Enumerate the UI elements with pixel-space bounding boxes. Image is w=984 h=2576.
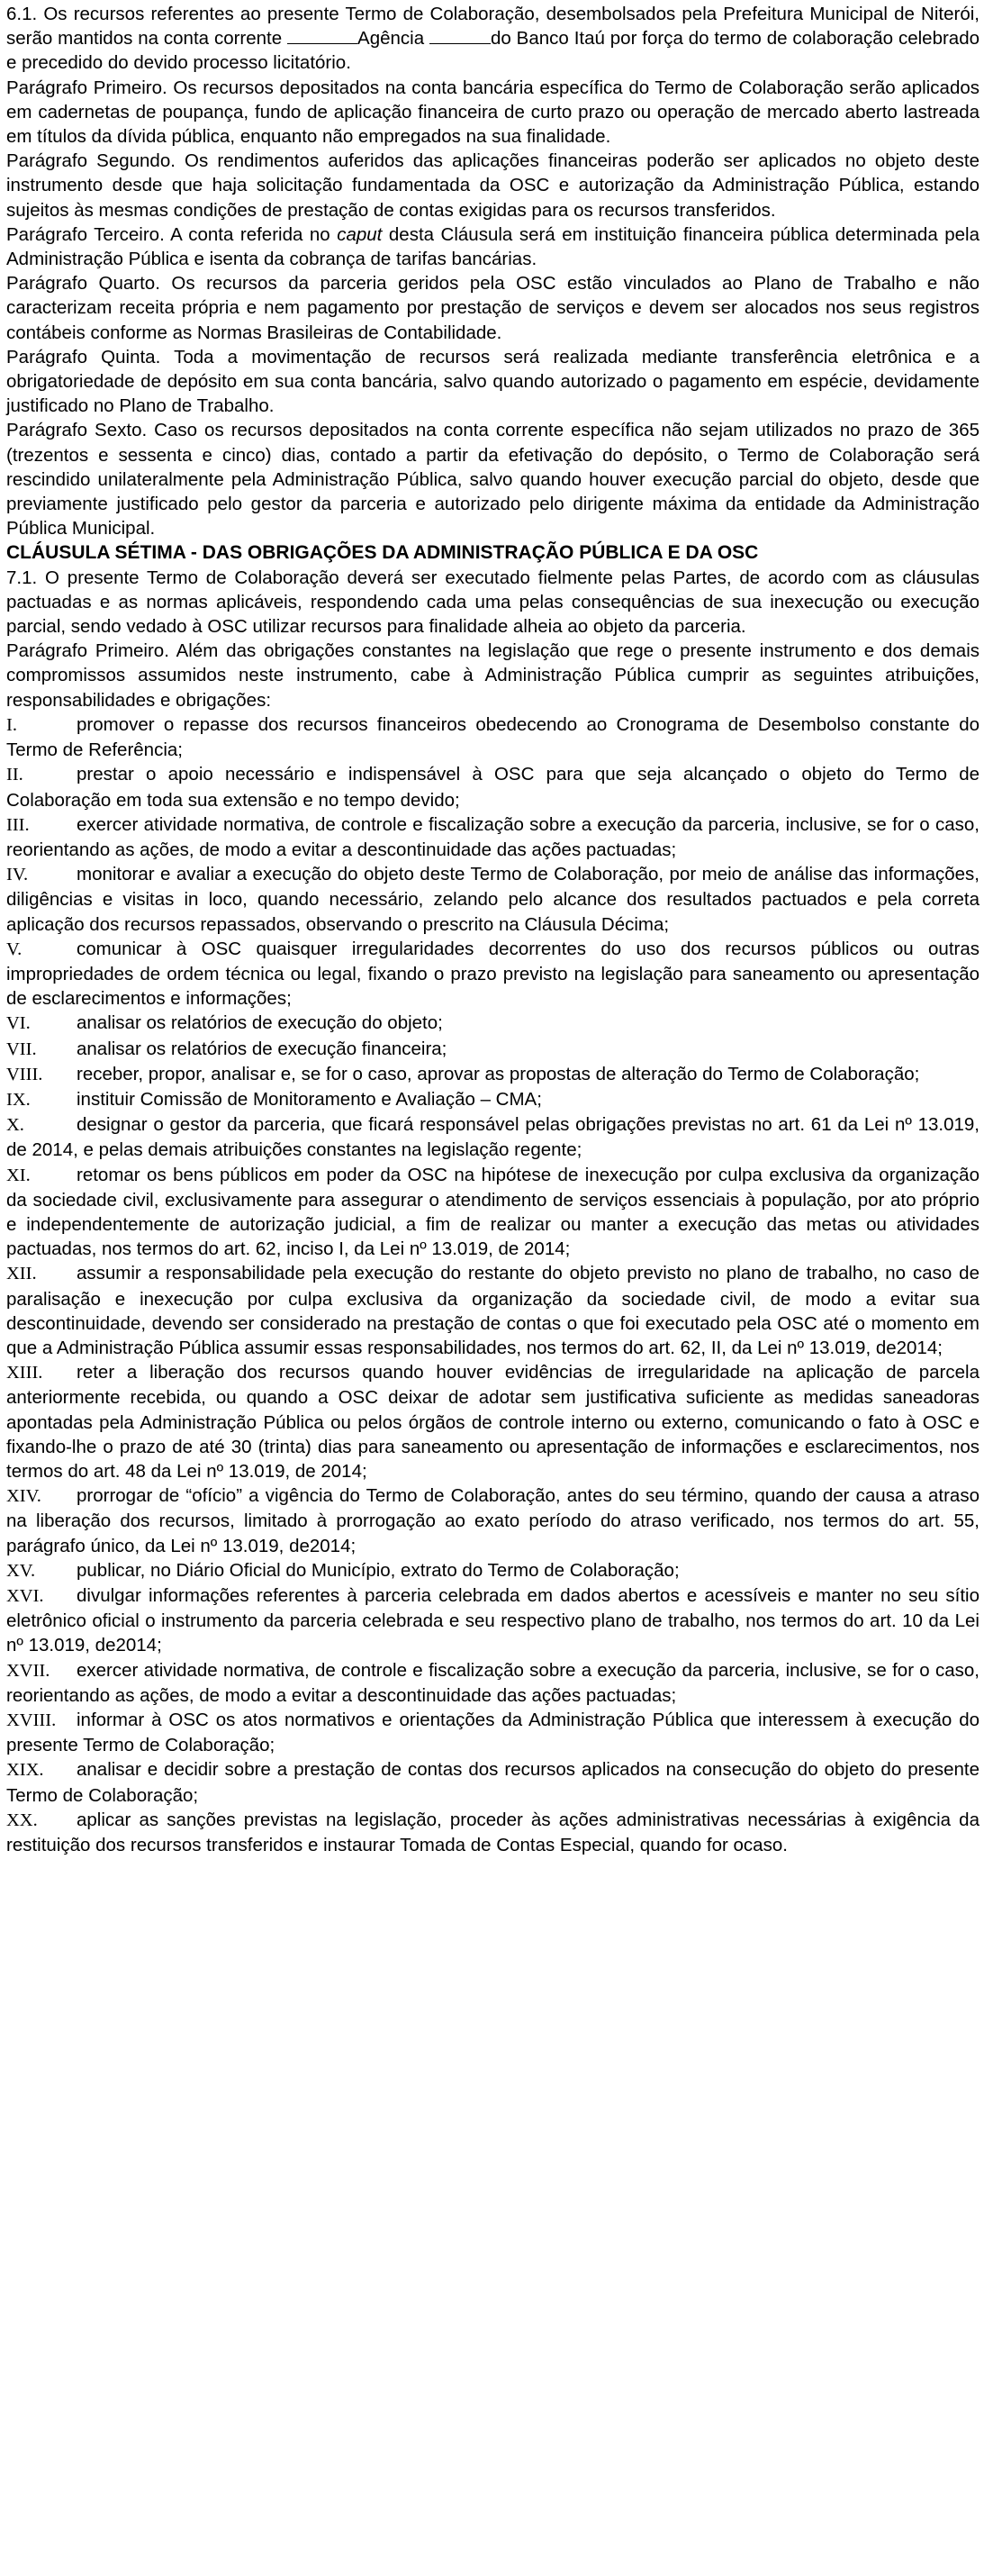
obligation-number: IX. <box>6 1089 31 1110</box>
obligation-text: aplicar as sanções previstas na legislação, proceder às ações administrativas necessárias à exigência da restituição dos recursos transferidos e instaurar Tomada de Contas Especial, quando for ocaso. <box>6 1809 979 1856</box>
obligation-text: comunicar à OSC quaisquer irregularidades decorrentes do uso dos recursos públicos ou outras impropriedades de ordem técnica ou legal, fixando o prazo previsto na legislação para saneamento ou apresentação de esclarecimentos e informações; <box>6 938 979 1010</box>
obligation-text: divulgar informações referentes à parceria celebrada em dados abertos e acessíveis e manter no seu sítio eletrônico oficial o instrumento da parceria celebrada e seu respectivo plano de trabalho, nos termos do art. 10 da Lei nº 13.019, de2014; <box>6 1585 979 1656</box>
obligation-text: analisar os relatórios de execução do objeto; <box>77 1012 443 1034</box>
obligation-text: informar à OSC os atos normativos e orientações da Administração Pública que interessem à execução do presente Termo de Colaboração; <box>6 1710 979 1756</box>
obligation-text: assumir a responsabilidade pela execução do restante do objeto previsto no plano de trabalho, no caso de paralisação e inexecução por culpa exclusiva da organização da sociedade civil, de modo a evitar sua descontinuidade, devendo ser considerado na prestação de contas o que foi executado pela OSC até o momento em que a Administração Pública assumir essas responsabilidades, nos termos do art. 62, II, da Lei nº 13.019, de2014; <box>6 1263 979 1358</box>
obligation-text: exercer atividade normativa, de controle e fiscalização sobre a execução da parceria, inclusive, se for o caso, reorientando as ações, de modo a evitar a descontinuidade das ações pactuadas; <box>6 813 979 860</box>
paragraph-6-third <box>6 222 979 271</box>
obligation-text: promover o repasse dos recursos financeiros obedecendo ao Cronograma de Desembolso constante do Termo de Referência; <box>6 713 979 761</box>
obligation-item <box>6 1558 979 1583</box>
obligation-number: V. <box>6 939 23 959</box>
paragraph-6-third-text-a: Parágrafo Terceiro. A conta referida no <box>6 223 338 245</box>
obligation-number: XIII. <box>6 1363 43 1383</box>
obligation-number: XV. <box>6 1560 36 1581</box>
agency-blank <box>429 27 491 44</box>
paragraph-6-fourth: Parágrafo Quarto. Os recursos da parceria geridos pela OSC estão vinculados ao Plano de Trabalho e não caracterizam receita própria e nem pagamento por prestação de serviços e devem ser alocados nos seus registros contábeis conforme as Normas Brasileiras de Contabilidade. <box>6 273 979 343</box>
paragraph-6-1 <box>6 2 979 76</box>
obligation-text: receber, propor, analisar e, se for o caso, aprovar as propostas de alteração do Termo de Colaboração; <box>77 1063 920 1084</box>
clause-7-heading: CLÁUSULA SÉTIMA - DAS OBRIGAÇÕES DA ADMINISTRAÇÃO PÚBLICA E DA OSC <box>6 542 759 564</box>
obligation-text: prestar o apoio necessário e indispensável à OSC para que seja alcançado o objeto do Termo de Colaboração em toda sua extensão e no tempo devido; <box>6 764 979 811</box>
obligation-number: XIV. <box>6 1486 41 1507</box>
obligation-text: analisar os relatórios de execução financeira; <box>77 1038 447 1059</box>
obligation-item <box>6 1360 979 1483</box>
obligation-text: analisar e decidir sobre a prestação de contas dos recursos aplicados na consecução do objeto do presente Termo de Colaboração; <box>6 1759 979 1806</box>
obligation-item <box>6 1062 979 1087</box>
obligation-number: XI. <box>6 1165 31 1185</box>
paragraph-6-sixth: Parágrafo Sexto. Caso os recursos depositados na conta corrente específica não sejam utilizados no prazo de 365 (trezentos e sessenta e cinco) dias, contado a partir da efetivação do depósito, o Termo de Colaboração será rescindido unilateralmente pela Administração Pública, salvo quando houver execução parcial do objeto, desde que previamente justificado pelo gestor da parceria e autorizado pelo dirigente máxima da entidade da Administração Pública Municipal. <box>6 420 979 540</box>
obligation-item <box>6 1483 979 1558</box>
obligation-text: instituir Comissão de Monitoramento e Avaliação – CMA; <box>77 1088 542 1110</box>
obligation-number: II. <box>6 765 23 785</box>
obligation-item <box>6 862 979 937</box>
obligation-text: publicar, no Diário Oficial do Município, extrato do Termo de Colaboração; <box>77 1559 680 1581</box>
paragraph-6-second: Parágrafo Segundo. Os rendimentos auferidos das aplicações financeiras poderão ser aplicados no objeto deste instrumento desde que haja solicitação fundamentada da OSC e autorização da Administração Pública, estando sujeitos às mesmas condições de prestação de contas exigidas para os recursos transferidos. <box>6 150 979 221</box>
paragraph-7-1: 7.1. O presente Termo de Colaboração deverá ser executado fielmente pelas Partes, de acordo com as cláusulas pactuadas e as normas aplicáveis, respondendo cada uma pelas consequências de sua inexecução ou execução parcial, sendo vedado à OSC utilizar recursos para finalidade alheia ao objeto da parceria. <box>6 567 979 638</box>
paragraph-6-1-text-c: do Banco Itaú por força do termo de colaboração celebrado e precedido do devido processo licitatório. <box>6 28 979 74</box>
obligation-text: retomar os bens públicos em poder da OSC na hipótese de inexecução por culpa exclusiva da organização da sociedade civil, exclusivamente para assegurar o atendimento de serviços essenciais à população, por ato próprio e independentemente de autorização judicial, a fim de realizar ou manter a execução das metas ou atividades pactuadas, nos termos do art. 62, inciso I, da Lei nº 13.019, de 2014; <box>6 1164 979 1260</box>
obligation-item <box>6 712 979 762</box>
obligation-number: III. <box>6 814 30 835</box>
obligation-item <box>6 1757 979 1807</box>
obligation-item <box>6 1112 979 1162</box>
paragraph-6-1-text-b: Agência <box>357 28 429 50</box>
obligation-number: X. <box>6 1115 24 1136</box>
obligation-number: XVIII. <box>6 1710 57 1731</box>
obligation-number: VIII. <box>6 1064 43 1084</box>
obligations-list <box>6 712 979 1857</box>
obligation-item <box>6 1261 979 1360</box>
obligation-item <box>6 762 979 812</box>
obligation-item <box>6 1583 979 1658</box>
obligation-number: IV. <box>6 865 29 885</box>
obligation-item <box>6 1808 979 1857</box>
obligation-item <box>6 812 979 862</box>
obligation-item <box>6 1658 979 1708</box>
obligation-number: XVII. <box>6 1660 50 1681</box>
obligation-text: monitorar e avaliar a execução do objeto deste Termo de Colaboração, por meio de análise das informações, diligências e visitas in loco, quando necessário, zelando pelo alcance dos resultados pactuados e pela correta aplicação dos recursos repassados, observando o prescrito na Cláusula Décima; <box>6 864 979 935</box>
paragraph-7-first: Parágrafo Primeiro. Além das obrigações constantes na legislação que rege o presente instrumento e dos demais compromissos assumidos neste instrumento, cabe à Administração Pública cumprir as seguintes atribuições, responsabilidades e obrigações: <box>6 640 979 711</box>
obligation-text: designar o gestor da parceria, que ficará responsável pelas obrigações previstas no art. 61 da Lei nº 13.019, de 2014, e pelas demais atribuições constantes na legislação regente; <box>6 1114 979 1161</box>
account-blank <box>287 27 357 44</box>
paragraph-6-third-text-c: desta Cláusula será em instituição financeira pública determinada pela Administração Pública e isenta da cobrança de tarifas bancárias. <box>6 223 979 270</box>
obligation-item <box>6 1087 979 1112</box>
paragraph-6-1-text-a: 6.1. Os recursos referentes ao presente Termo de Colaboração, desembolsados pela Prefeitura Municipal de Niterói, serão mantidos na conta corrente <box>6 4 979 50</box>
obligation-text: reter a liberação dos recursos quando houver evidências de irregularidade na aplicação de parcela anteriormente recebida, ou quando a OSC deixar de adotar sem justificativa suficiente as medidas saneadoras apontadas pela Administração Pública ou pelos órgãos de controle interno ou externo, comunicando o fato à OSC e fixando-lhe o prazo de até 30 (trinta) dias para saneamento ou apresentação de informações e esclarecimentos, nos termos do art. 48 da Lei nº 13.019, de 2014; <box>6 1362 979 1482</box>
caput-term: caput <box>337 223 383 245</box>
obligation-number: I. <box>6 714 17 735</box>
obligation-item <box>6 1163 979 1262</box>
paragraph-6-fifth: Parágrafo Quinta. Toda a movimentação de recursos será realizada mediante transferência eletrônica e a obrigatoriedade de depósito em sua conta bancária, salvo quando autorizado o pagamento em espécie, devidamente justificado no Plano de Trabalho. <box>6 346 979 417</box>
obligation-item <box>6 937 979 1011</box>
obligation-item <box>6 1037 979 1062</box>
obligation-item <box>6 1708 979 1757</box>
obligation-text: exercer atividade normativa, de controle e fiscalização sobre a execução da parceria, inclusive, se for o caso, reorientando as ações, de modo a evitar a descontinuidade das ações pactuadas; <box>6 1659 979 1706</box>
obligation-number: XII. <box>6 1264 37 1284</box>
obligation-text: prorrogar de “ofício” a vigência do Termo de Colaboração, antes do seu término, quando der causa a atraso na liberação dos recursos, limitado à prorrogação ao exato período do atraso verificado, nos termos do art. 55, parágrafo único, da Lei nº 13.019, de2014; <box>6 1485 979 1556</box>
obligation-number: XVI. <box>6 1586 44 1606</box>
obligation-number: XX. <box>6 1810 38 1830</box>
obligation-number: VII. <box>6 1039 37 1059</box>
obligation-number: XIX. <box>6 1760 44 1781</box>
obligation-item <box>6 1011 979 1036</box>
paragraph-6-first: Parágrafo Primeiro. Os recursos depositados na conta bancária específica do Termo de Colaboração serão aplicados em cadernetas de poupança, fundo de aplicação financeira de curto prazo ou operação de mercado aberto lastreada em títulos da dívida pública, enquanto não empregados na sua finalidade. <box>6 77 979 148</box>
obligation-number: VI. <box>6 1013 31 1034</box>
